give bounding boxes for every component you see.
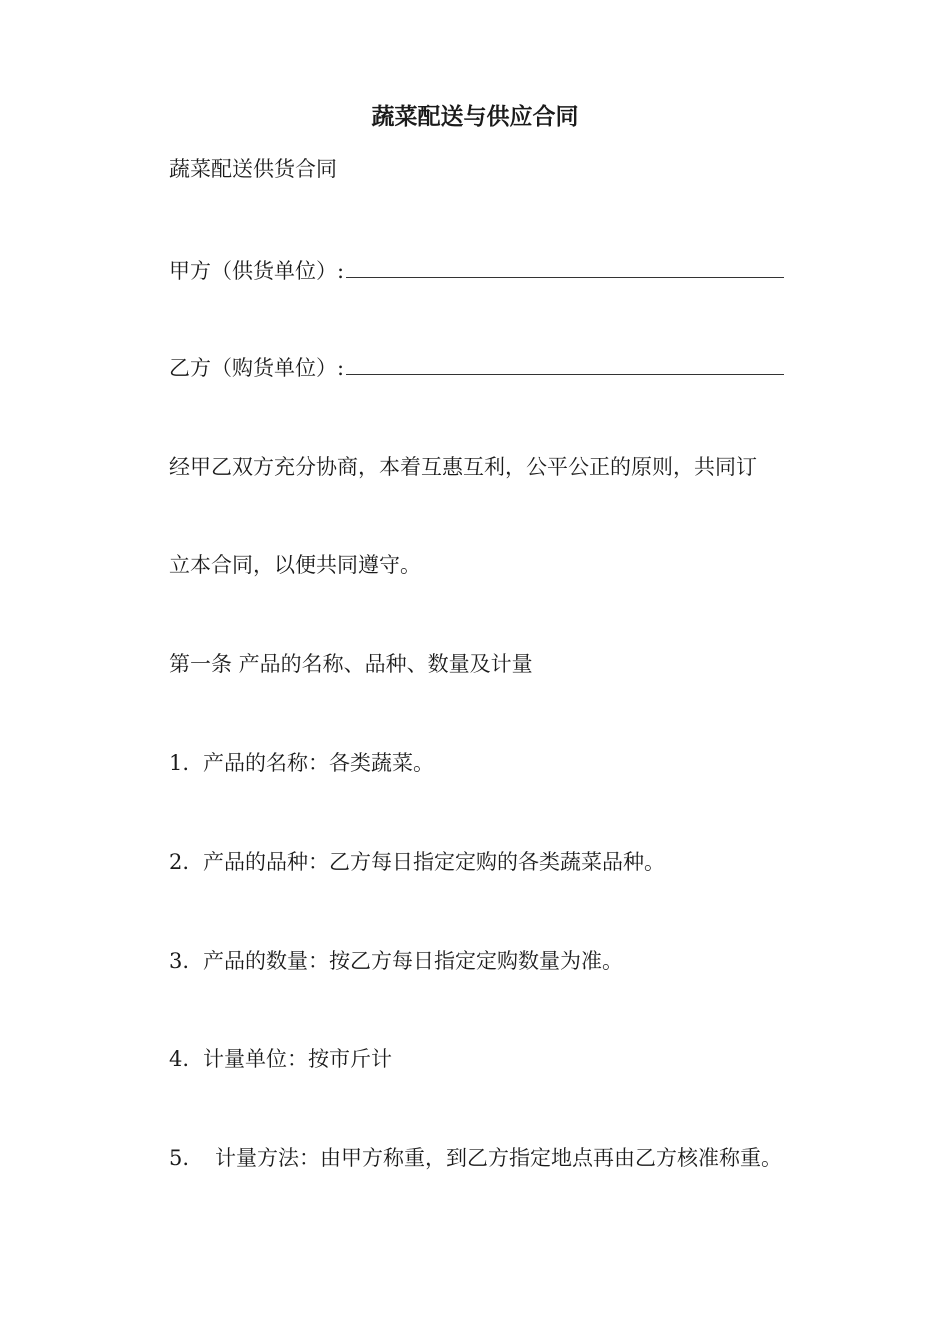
list-item-number: 3. <box>169 949 190 973</box>
list-item-text: 产品的数量：按乙方每日指定定购数量为准。 <box>203 949 623 973</box>
document-subtitle: 蔬菜配送供货合同 <box>169 157 337 181</box>
list-item-text: 产品的品种：乙方每日指定定购的各类蔬菜品种。 <box>203 850 665 874</box>
list-item-text: 计量方法：由甲方称重，到乙方指定地点再由乙方核准称重。 <box>215 1146 782 1170</box>
party-b-blank <box>346 354 784 375</box>
list-item-number: 5. <box>169 1146 190 1170</box>
intro-paragraph-line-1: 经甲乙双方充分协商，本着互惠互利，公平公正的原则，共同订 <box>169 455 757 479</box>
party-a-line <box>169 256 784 286</box>
list-item-text: 计量单位：按市斤计 <box>203 1047 392 1071</box>
list-item <box>169 946 623 976</box>
list-item-number: 4. <box>169 1047 190 1071</box>
intro-paragraph-line-2: 立本合同，以便共同遵守。 <box>169 553 421 577</box>
party-b-line <box>169 353 784 383</box>
party-b-label: 乙方（购货单位）: <box>169 356 345 380</box>
list-item <box>169 847 665 877</box>
list-item-number: 2. <box>169 850 190 874</box>
party-a-label: 甲方（供货单位）: <box>169 259 345 283</box>
list-item <box>169 1143 782 1173</box>
list-item-number: 1. <box>169 751 190 775</box>
list-item <box>169 1044 392 1074</box>
article-1-heading: 第一条 产品的名称、品种、数量及计量 <box>169 652 533 676</box>
list-item <box>169 748 434 778</box>
list-item-text: 产品的名称：各类蔬菜。 <box>203 751 434 775</box>
party-a-blank <box>346 257 784 278</box>
document-title: 蔬菜配送与供应合同 <box>371 103 579 130</box>
